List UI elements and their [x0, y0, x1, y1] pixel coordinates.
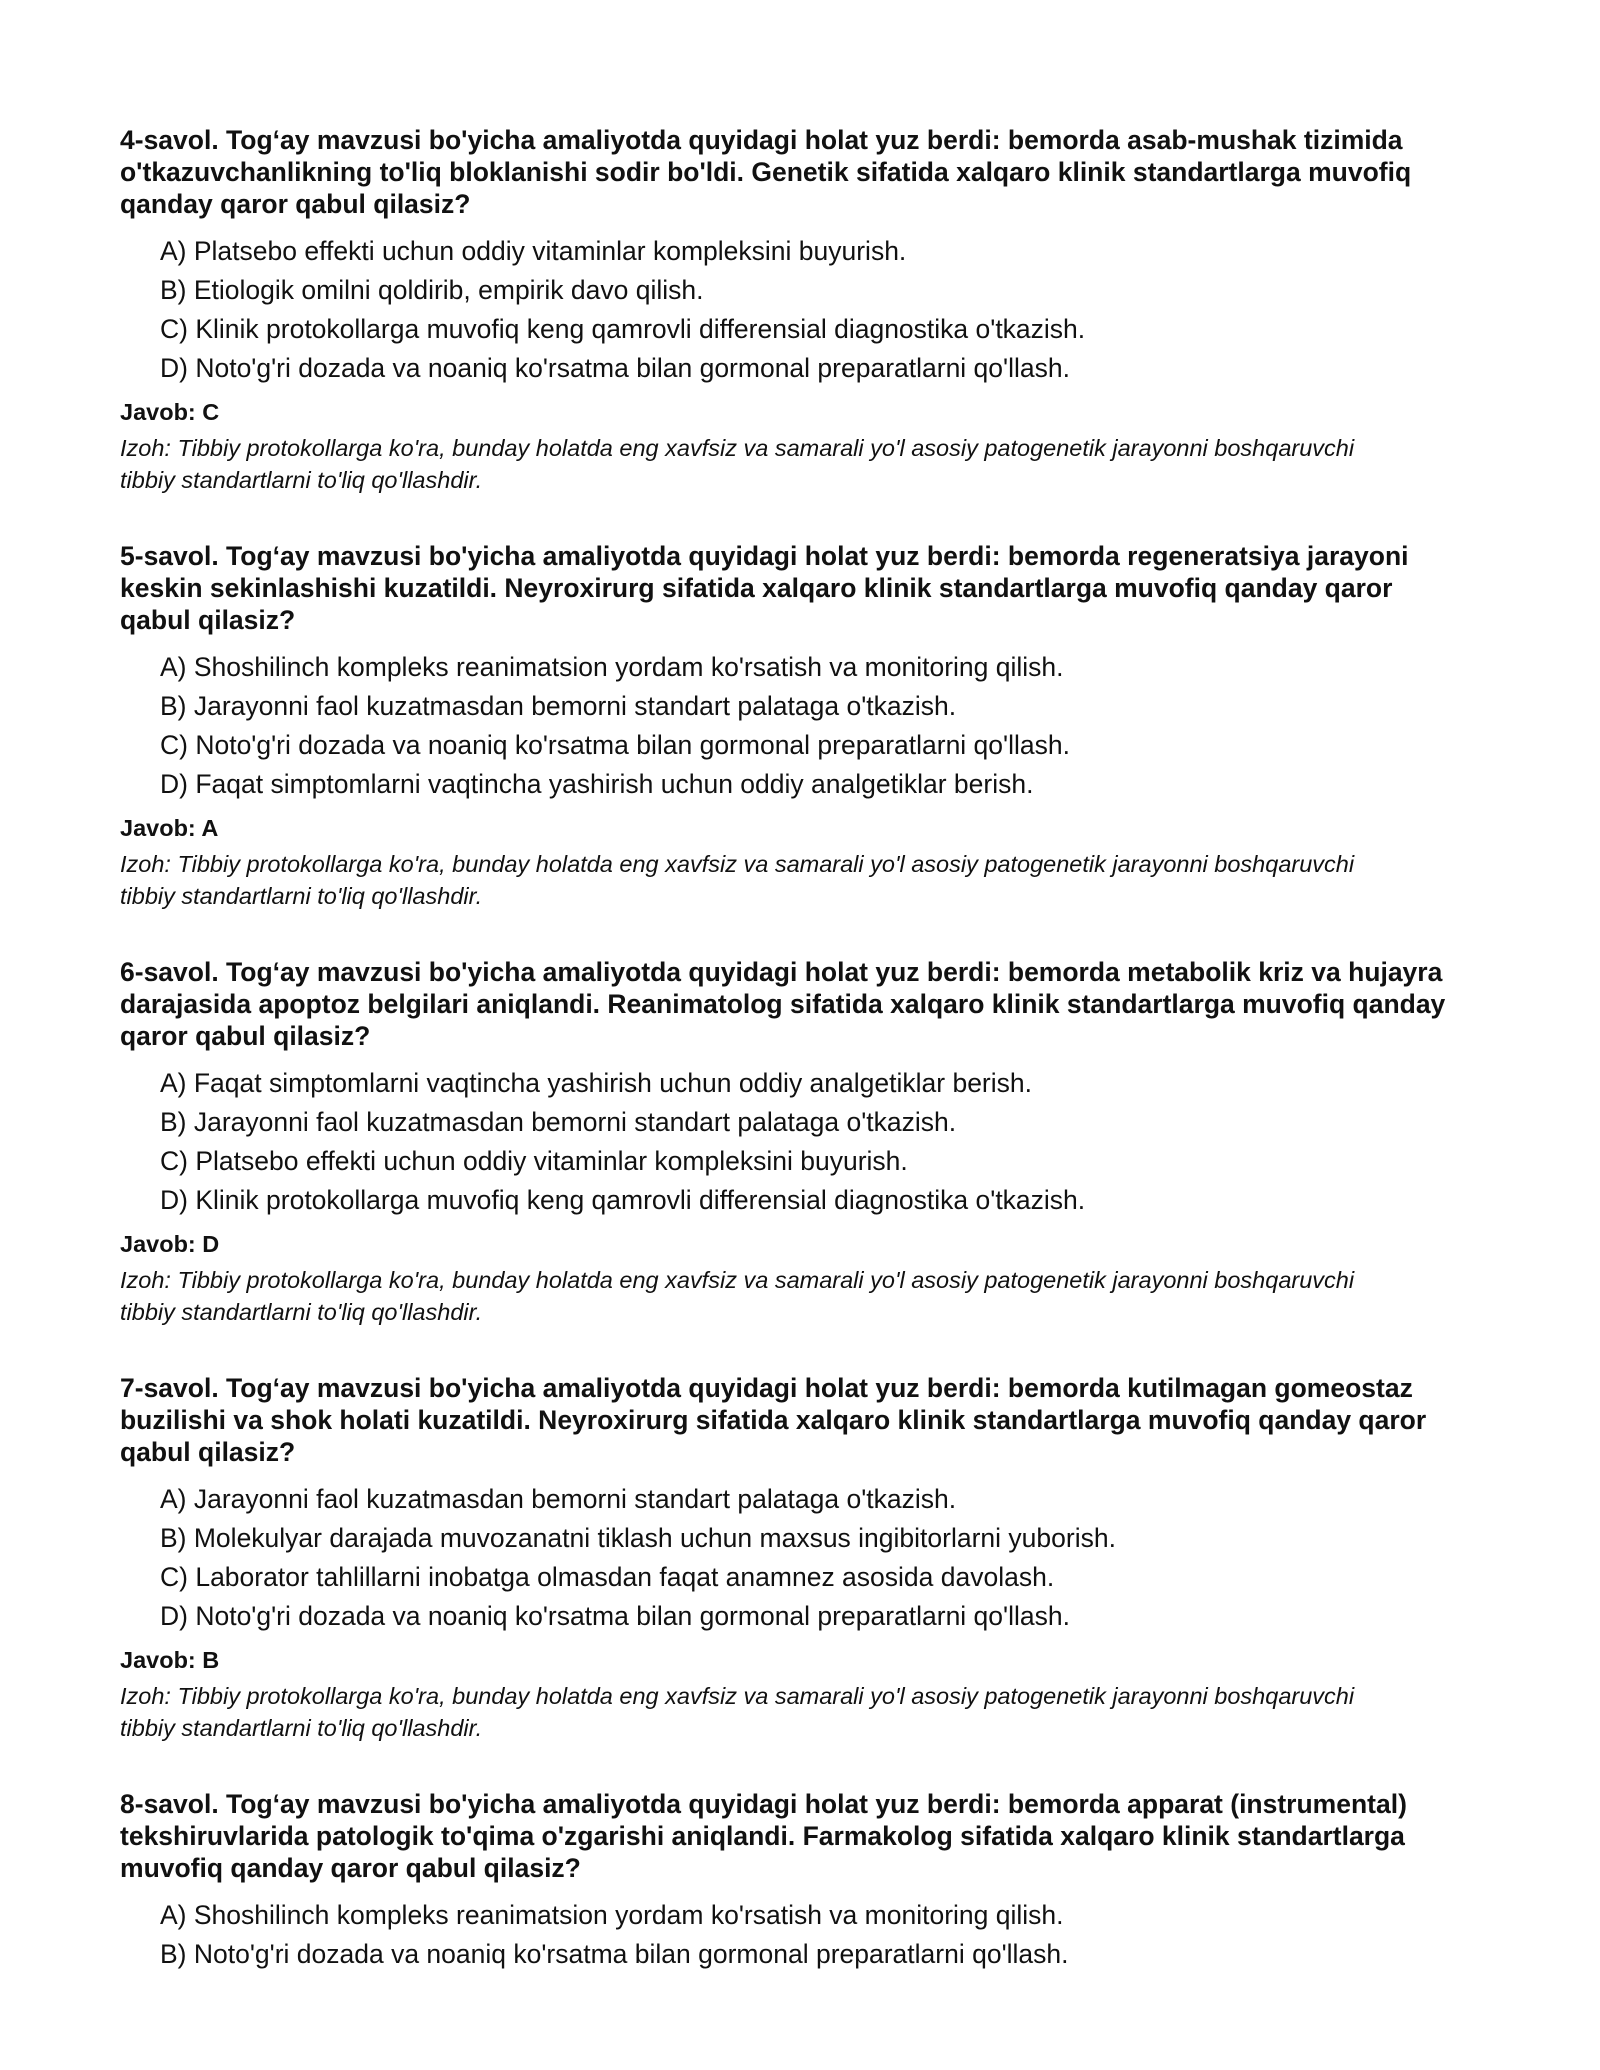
- option-a: A) Shoshilinch kompleks reanimatsion yordam ko'rsatish va monitoring qilish.: [160, 1900, 1064, 1930]
- option-c: C) Klinik protokollarga muvofiq keng qamrovli differensial diagnostika o'tkazish.: [160, 314, 1086, 344]
- question-block: [120, 1788, 1480, 1974]
- answer-label: Javob: A: [120, 815, 219, 841]
- option-list: [120, 232, 1480, 388]
- option-b: B) Jarayonni faol kuzatmasdan bemorni standart palataga o'tkazish.: [160, 1107, 957, 1137]
- question-title: 4-savol. Tog‘ay mavzusi bo'yicha amaliyotda quyidagi holat yuz berdi: bemorda asab-mushak tizimida o'tkazuvchanlikning to'liq bloklanishi sodir bo'ldi. Genetik sifatida xalqaro klinik standartlarga muvofiq qanday qaror qabul qilasiz?: [120, 125, 1412, 219]
- explanation-note: Izoh: Tibbiy protokollarga ko'ra, bunday holatda eng xavfsiz va samarali yo'l asosiy patogenetik jarayonni boshqaruvchi tibbiy standartlarni to'liq qo'llashdir.: [120, 851, 1355, 909]
- question-title: 5-savol. Tog‘ay mavzusi bo'yicha amaliyotda quyidagi holat yuz berdi: bemorda regeneratsiya jarayoni keskin sekinlashishi kuzatildi. Neyroxirurg sifatida xalqaro klinik standartlarga muvofiq qanday qaror qabul qilasiz?: [120, 541, 1409, 635]
- option-list: [120, 1480, 1480, 1636]
- explanation-note: Izoh: Tibbiy protokollarga ko'ra, bunday holatda eng xavfsiz va samarali yo'l asosiy patogenetik jarayonni boshqaruvchi tibbiy standartlarni to'liq qo'llashdir.: [120, 1683, 1355, 1741]
- option-a: A) Shoshilinch kompleks reanimatsion yordam ko'rsatish va monitoring qilish.: [160, 652, 1064, 682]
- option-c: C) Platsebo effekti uchun oddiy vitaminlar kompleksini buyurish.: [160, 1146, 908, 1176]
- question-title: 6-savol. Tog‘ay mavzusi bo'yicha amaliyotda quyidagi holat yuz berdi: bemorda metabolik kriz va hujayra darajasida apoptoz belgilari aniqlandi. Reanimatolog sifatida xalqaro klinik standartlarga muvofiq qanday qaror qabul qilasiz?: [120, 957, 1446, 1051]
- option-d: D) Faqat simptomlarni vaqtincha yashirish uchun oddiy analgetiklar berish.: [160, 769, 1034, 799]
- option-list: [120, 648, 1480, 804]
- option-b: B) Jarayonni faol kuzatmasdan bemorni standart palataga o'tkazish.: [160, 691, 957, 721]
- answer-label: Javob: B: [120, 1647, 220, 1673]
- question-block: [120, 124, 1480, 496]
- option-c: C) Noto'g'ri dozada va noaniq ko'rsatma bilan gormonal preparatlarni qo'llash.: [160, 730, 1070, 760]
- option-b: B) Molekulyar darajada muvozanatni tiklash uchun maxsus ingibitorlarni yuborish.: [160, 1523, 1116, 1553]
- explanation-note: Izoh: Tibbiy protokollarga ko'ra, bunday holatda eng xavfsiz va samarali yo'l asosiy patogenetik jarayonni boshqaruvchi tibbiy standartlarni to'liq qo'llashdir.: [120, 1267, 1355, 1325]
- option-a: A) Faqat simptomlarni vaqtincha yashirish uchun oddiy analgetiklar berish.: [160, 1068, 1032, 1098]
- option-d: D) Noto'g'ri dozada va noaniq ko'rsatma bilan gormonal preparatlarni qo'llash.: [160, 1601, 1070, 1631]
- option-list: [120, 1064, 1480, 1220]
- option-c: C) Laborator tahlillarni inobatga olmasdan faqat anamnez asosida davolash.: [160, 1562, 1055, 1592]
- answer-label: Javob: C: [120, 399, 220, 425]
- answer-label: Javob: D: [120, 1231, 220, 1257]
- explanation-note: Izoh: Tibbiy protokollarga ko'ra, bunday holatda eng xavfsiz va samarali yo'l asosiy patogenetik jarayonni boshqaruvchi tibbiy standartlarni to'liq qo'llashdir.: [120, 435, 1355, 493]
- option-a: A) Platsebo effekti uchun oddiy vitaminlar kompleksini buyurish.: [160, 236, 907, 266]
- option-b: B) Noto'g'ri dozada va noaniq ko'rsatma bilan gormonal preparatlarni qo'llash.: [160, 1939, 1069, 1969]
- question-block: [120, 1372, 1480, 1744]
- option-a: A) Jarayonni faol kuzatmasdan bemorni standart palataga o'tkazish.: [160, 1484, 957, 1514]
- question-block: [120, 540, 1480, 912]
- option-d: D) Klinik protokollarga muvofiq keng qamrovli differensial diagnostika o'tkazish.: [160, 1185, 1086, 1215]
- option-b: B) Etiologik omilni qoldirib, empirik davo qilish.: [160, 275, 704, 305]
- question-title: 8-savol. Tog‘ay mavzusi bo'yicha amaliyotda quyidagi holat yuz berdi: bemorda apparat (instrumental) tekshiruvlarida patologik to'qima o'zgarishi aniqlandi. Farmakolog sifatida xalqaro klinik standartlarga muvofiq qanday qaror qabul qilasiz?: [120, 1789, 1407, 1883]
- question-title: 7-savol. Tog‘ay mavzusi bo'yicha amaliyotda quyidagi holat yuz berdi: bemorda kutilmagan gomeostaz buzilishi va shok holati kuzatildi. Neyroxirurg sifatida xalqaro klinik standartlarga muvofiq qanday qaror qabul qilasiz?: [120, 1373, 1427, 1467]
- question-block: [120, 956, 1480, 1328]
- option-list: [120, 1896, 1480, 1974]
- option-d: D) Noto'g'ri dozada va noaniq ko'rsatma bilan gormonal preparatlarni qo'llash.: [160, 353, 1070, 383]
